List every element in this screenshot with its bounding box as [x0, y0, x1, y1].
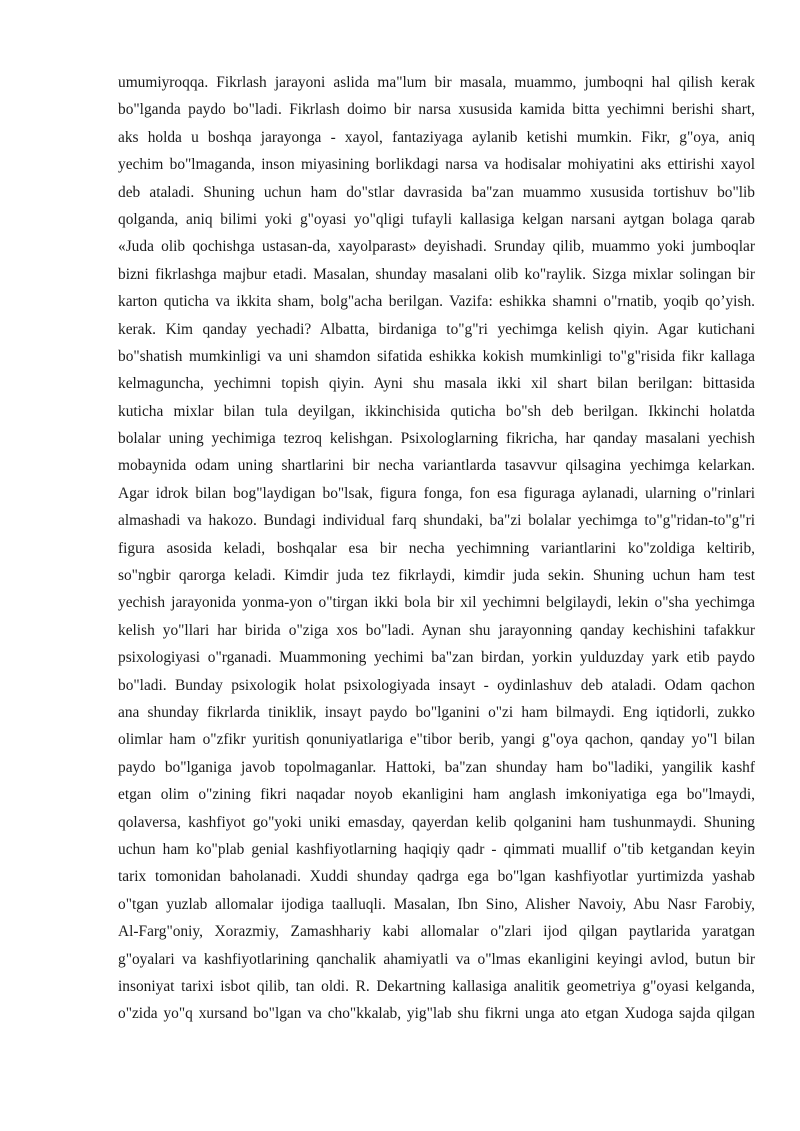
text-line: bo"ladi. Bunday psixologik holat psixologiyada insayt - oydinlashuv deb ataladi. Odam qachon	[118, 676, 755, 694]
text-line: so"ngbir qarorga keladi. Kimdir juda tez fikrlaydi, kimdir juda sekin. Shuning uchun ham test	[118, 567, 755, 585]
text-line: yechim bo"lmaganda, inson miyasining borlikdagi narsa va hodisalar mohiyatini aks ettirishi xayol	[118, 156, 755, 174]
text-line: paydo bo"lganiga javob topolmaganlar. Hattoki, ba"zan shunday ham bo"ladiki, yangilik kashf	[118, 758, 755, 776]
text-line: o"tgan yuzlab allomalar ijodiga taalluqli. Masalan, Ibn Sino, Alisher Navoiy, Abu Nasr Farobiy,	[118, 895, 755, 913]
text-line: bo"lganda paydo bo"ladi. Fikrlash doimo bir narsa xususida kamida bitta yechimni berishi shart,	[118, 101, 755, 119]
text-line: insoniyat tarixi isbot qilib, tan oldi. R. Dekartning kallasiga analitik geometriya g"oyasi kelganda,	[118, 977, 755, 995]
text-line: qolaversa, kashfiyot go"yoki uniki emasday, qayerdan kelib qolganini ham tushunmaydi. Shuning	[118, 813, 755, 831]
text-line: aks holda u boshqa jarayonga - xayol, fantaziyaga aylanib ketishi mumkin. Fikr, g"oya, aniq	[118, 128, 755, 146]
text-line: yechish jarayonida yonma-yon o"tirgan ikki bola bir xil yechimni belgilaydi, lekin o"sha yechimga	[118, 594, 755, 612]
text-line: ana shunday fikrlarda tiniklik, insayt paydo bo"lganini o"zi ham bilmaydi. Eng iqtidorli, zukko	[118, 703, 755, 721]
text-line: deb ataladi. Shuning uchun ham do"stlar davrasida ba"zan muammo xususida tortishuv bo"lib	[118, 183, 755, 201]
document-page	[118, 69, 755, 1028]
text-line: psixologiyasi o"rganadi. Muammoning yechimi ba"zan birdan, yorkin yulduzday yark etib paydo	[118, 649, 755, 667]
text-line: almashadi va hakozo. Bundagi individual farq shundaki, ba"zi bolalar yechimga to"g"ridan-to"g"ri	[118, 512, 755, 530]
text-line: bizni fikrlashga majbur etadi. Masalan, shunday masalani olib ko"raylik. Sizga mixlar solingan bir	[118, 265, 755, 283]
text-line: uchun ham ko"plab genial kashfiyotlarning haqiqiy qadr - qimmati muallif o"tib ketgandan keyin	[118, 840, 755, 858]
text-line: olimlar ham o"zfikr yuritish qonuniyatlariga e"tibor berib, yangi g"oya qachon, qanday yo"l bilan	[118, 731, 755, 749]
text-line: g"oyalari va kashfiyotlarining qanchalik ahamiyatli va o"lmas ekanligini keyingi avlod, butun bir	[118, 950, 755, 968]
text-line: qolganda, aniq bilimi yoki g"oyasi yo"qligi tufayli kallasiga kelgan narsani aytgan bolaga qarab	[118, 210, 755, 228]
text-line: umumiyroqqa. Fikrlash jarayoni aslida ma"lum bir masala, muammo, jumboqni hal qilish kerak	[118, 74, 755, 91]
text-line: bolalar uning yechimiga tezroq kelishgan. Psixologlarning fikricha, har qanday masalani yechish	[118, 430, 755, 448]
text-line: kelmaguncha, yechimni topish qiyin. Ayni shu masala ikki xil shart bilan berilgan: bittasida	[118, 375, 755, 393]
text-line: «Juda olib qochishga ustasan-da, xayolparast» deyishadi. Srunday qilib, muammo yoki jumboqlar	[118, 238, 755, 256]
text-line: karton quticha va ikkita sham, bolg"acha berilgan. Vazifa: eshikka shamni o"rnatib, yoqib qo’yish.	[118, 293, 755, 311]
text-line: o"zida yo"q xursand bo"lgan va cho"kkalab, yig"lab shu fikrni unga ato etgan Xudoga sajda qilgan	[118, 1005, 755, 1023]
text-line: Al-Farg"oniy, Xorazmiy, Zamashhariy kabi allomalar o"zlari ijod qilgan paytlarida yaratgan	[118, 923, 755, 941]
text-line: bo"shatish mumkinligi va uni shamdon sifatida eshikka kokish mumkinligi to"g"risida fikr kallaga	[118, 347, 755, 365]
text-line: mobaynida odam uning shartlarini bir necha variantlarda tasavvur qilsagina yechimga kelarkan.	[118, 457, 755, 475]
text-line: tarix tomonidan baholanadi. Xuddi shunday qadrga ega bo"lgan kashfiyotlar yurtimizda yashab	[118, 868, 755, 886]
text-line: kuticha mixlar bilan tula deyilgan, ikkinchisida quticha bo"sh deb berilgan. Ikkinchi holatda	[118, 402, 755, 420]
text-line: etgan olim o"zining fikri naqadar noyob ekanligini ham anglash imkoniyatiga ega bo"lmaydi,	[118, 786, 755, 804]
text-line: Agar idrok bilan bog"laydigan bo"lsak, figura fonga, fon esa figuraga aylanadi, ularning o"rinlari	[118, 484, 755, 502]
text-line: figura asosida keladi, boshqalar esa bir necha yechimning variantlarini ko"zoldiga keltirib,	[118, 539, 755, 557]
text-line: kelish yo"llari har birida o"ziga xos bo"ladi. Aynan shu jarayonning qanday kechishini tafakkur	[118, 621, 755, 639]
text-line: kerak. Kim qanday yechadi? Albatta, birdaniga to"g"ri yechimga kelish qiyin. Agar kutichani	[118, 320, 755, 338]
